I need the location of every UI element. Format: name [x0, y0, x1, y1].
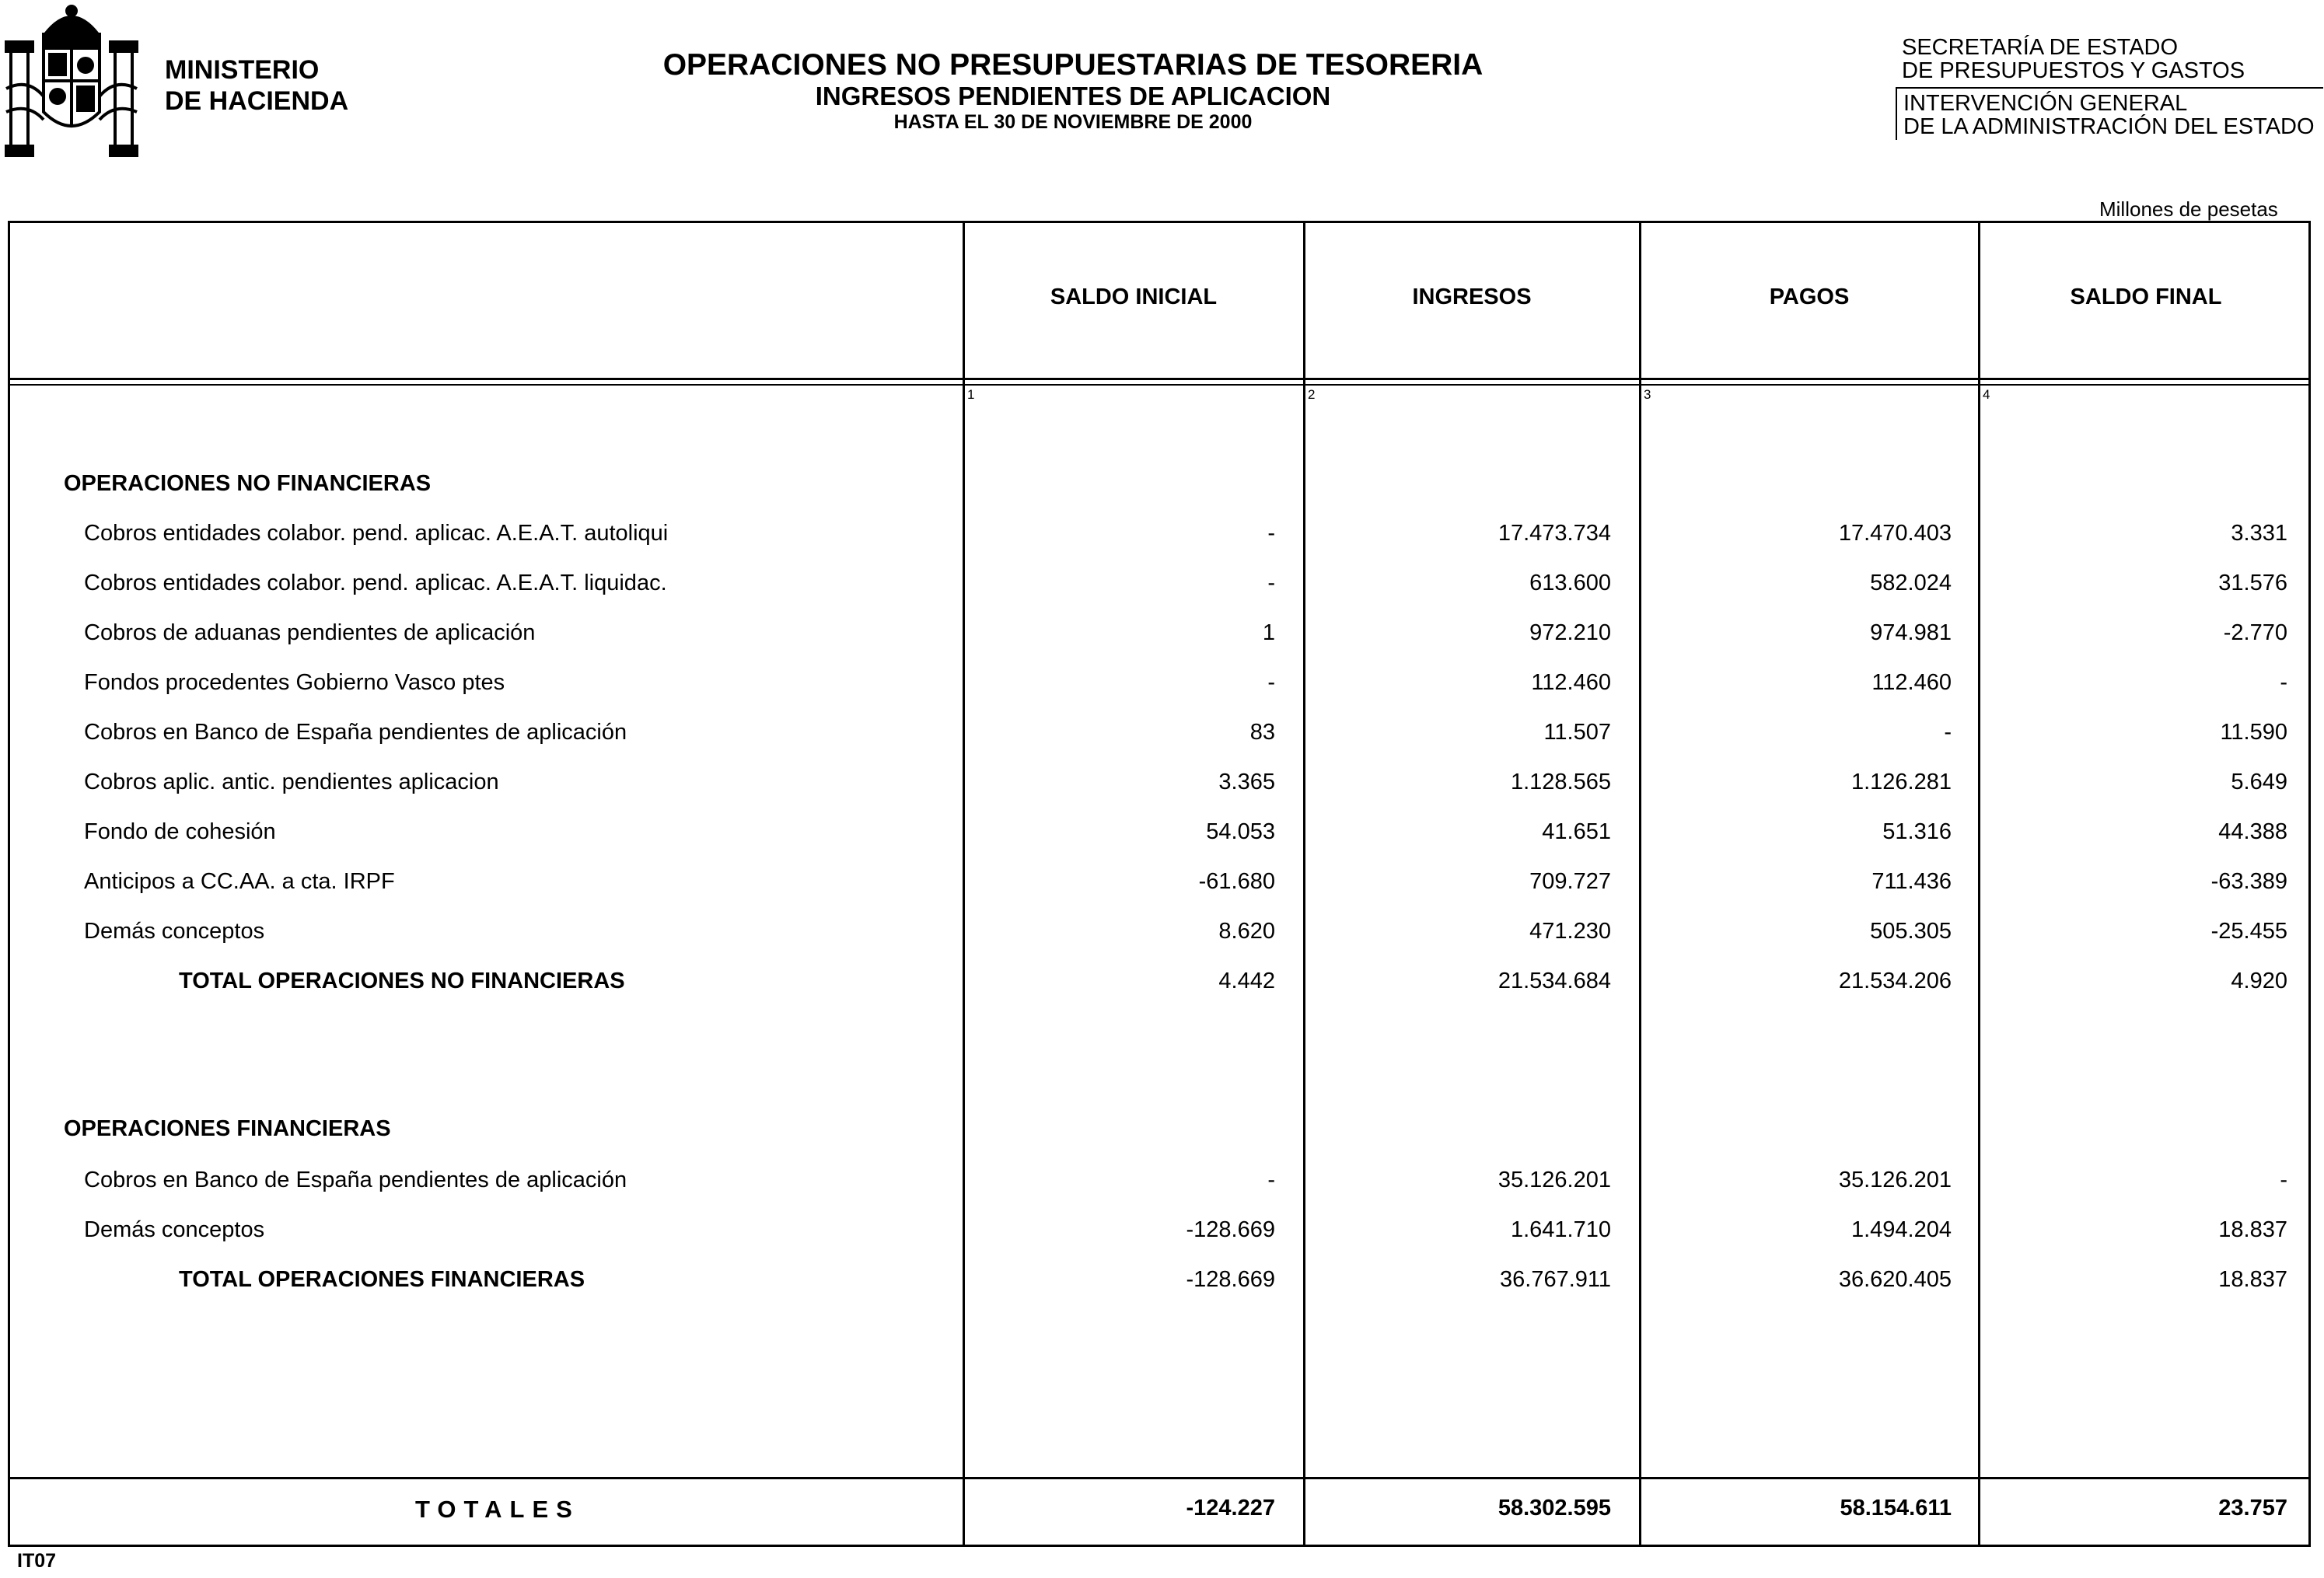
row-label: Cobros en Banco de España pendientes de aplicación	[84, 720, 627, 745]
report-title: OPERACIONES NO PRESUPUESTARIAS DE TESORERIA	[662, 48, 1484, 82]
saldo-final-value: 18.837	[2218, 1267, 2287, 1292]
saldo-final-total: 23.757	[2218, 1496, 2287, 1520]
ingresos-value: 11.507	[1543, 720, 1611, 745]
saldo-inicial-value: -61.680	[1198, 869, 1275, 894]
table-row	[0, 919, 2324, 950]
saldo-inicial-value: 3.365	[1218, 770, 1275, 794]
intervencion-line-2: DE LA ADMINISTRACIÓN DEL ESTADO	[1903, 114, 2315, 139]
pagos-total: 58.154.611	[1840, 1496, 1952, 1520]
table-row	[0, 1168, 2324, 1199]
column-number: 3	[1644, 387, 1651, 402]
ingresos-value: 471.230	[1529, 919, 1611, 944]
intervencion-block	[1896, 87, 2323, 140]
header-rule-secondary	[8, 384, 2311, 386]
ministry-name	[165, 54, 348, 117]
grand-total-row	[0, 1496, 2324, 1527]
saldo-final-value: 3.331	[2231, 521, 2287, 546]
saldo-final-value: 18.837	[2218, 1217, 2287, 1242]
pagos-value: 582.024	[1870, 571, 1952, 595]
totals-rule	[8, 1477, 2311, 1479]
row-label: Cobros en Banco de España pendientes de aplicación	[84, 1168, 627, 1192]
pagos-value: 21.534.206	[1838, 969, 1952, 993]
report-date: HASTA EL 30 DE NOVIEMBRE DE 2000	[893, 111, 1253, 133]
row-label: Anticipos a CC.AA. a cta. IRPF	[84, 869, 395, 894]
saldo-final-value: 31.576	[2218, 571, 2287, 595]
ministry-line-1: MINISTERIO	[165, 55, 320, 85]
row-label: Fondos procedentes Gobierno Vasco ptes	[84, 670, 505, 695]
table-row	[0, 620, 2324, 651]
saldo-inicial-value: 1	[1262, 620, 1275, 645]
row-label: Demás conceptos	[84, 1217, 265, 1242]
row-label: Fondo de cohesión	[84, 819, 276, 844]
ministry-line-2: DE HACIENDA	[165, 86, 349, 116]
pagos-value: -	[1944, 720, 1952, 745]
pagos-value: 17.470.403	[1838, 521, 1952, 546]
section-row-no-financieras	[0, 471, 2324, 502]
ingresos-value: 41.651	[1542, 819, 1611, 844]
units-note: Millones de pesetas	[2099, 197, 2278, 221]
column-number: 1	[967, 387, 975, 402]
subtotal-row-financieras	[0, 1267, 2324, 1298]
ingresos-value: 613.600	[1529, 571, 1611, 595]
row-label: Cobros aplic. antic. pendientes aplicacion	[84, 770, 499, 794]
column-header-pagos: PAGOS	[1769, 285, 1850, 309]
secretaria-line-2: DE PRESUPUESTOS Y GASTOS	[1902, 58, 2245, 83]
pagos-value: 51.316	[1882, 819, 1952, 844]
saldo-final-value: 11.590	[2220, 720, 2287, 745]
saldo-inicial-value: 8.620	[1218, 919, 1275, 944]
table-row	[0, 770, 2324, 801]
ingresos-value: 972.210	[1529, 620, 1611, 645]
column-number: 2	[1308, 387, 1316, 402]
pagos-value: 1.126.281	[1850, 770, 1952, 794]
section-row-financieras	[0, 1116, 2324, 1147]
saldo-final-value: -2.770	[2223, 620, 2287, 645]
column-header-saldo-final: SALDO FINAL	[2070, 285, 2222, 309]
table-row	[0, 720, 2324, 751]
saldo-final-value: -	[2280, 670, 2287, 695]
saldo-inicial-value: -	[1267, 571, 1275, 595]
pagos-value: 112.460	[1871, 670, 1952, 695]
saldo-final-value: 4.920	[2231, 969, 2287, 993]
saldo-inicial-value: -	[1267, 521, 1275, 546]
table-row	[0, 1217, 2324, 1248]
row-label: Cobros entidades colabor. pend. aplicac. A.E.A.T. autoliqui	[84, 521, 669, 546]
saldo-inicial-value: 4.442	[1218, 969, 1275, 993]
ingresos-value: 17.473.734	[1497, 521, 1611, 546]
ingresos-value: 36.767.911	[1500, 1267, 1611, 1292]
table-row	[0, 670, 2324, 701]
report-subtitle: INGRESOS PENDIENTES DE APLICACION	[815, 82, 1331, 110]
saldo-inicial-total: -124.227	[1186, 1496, 1275, 1520]
saldo-inicial-value: -128.669	[1186, 1267, 1275, 1292]
pagos-value: 35.126.201	[1838, 1168, 1952, 1192]
coat-of-arms-logo	[5, 3, 138, 163]
ingresos-value: 21.534.684	[1497, 969, 1611, 993]
pagos-value: 36.620.405	[1838, 1267, 1952, 1292]
saldo-final-value: 44.388	[2218, 819, 2287, 844]
saldo-inicial-value: -	[1267, 670, 1275, 695]
pagos-value: 974.981	[1870, 620, 1952, 645]
table-row	[0, 819, 2324, 850]
pagos-value: 505.305	[1870, 919, 1952, 944]
ingresos-value: 1.128.565	[1510, 770, 1611, 794]
saldo-final-value: 5.649	[2231, 770, 2287, 794]
saldo-inicial-value: -128.669	[1186, 1217, 1275, 1242]
saldo-final-value: -25.455	[2210, 919, 2287, 944]
row-label: Cobros entidades colabor. pend. aplicac. A.E.A.T. liquidac.	[84, 571, 667, 595]
grand-total-label: TOTALES	[415, 1496, 580, 1523]
column-header-ingresos: INGRESOS	[1412, 285, 1532, 309]
saldo-inicial-value: 83	[1249, 720, 1275, 745]
ingresos-value: 1.641.710	[1510, 1217, 1611, 1242]
saldo-inicial-value: -	[1267, 1168, 1275, 1192]
subtotal-row-no-financieras	[0, 969, 2324, 1000]
table-row	[0, 521, 2324, 552]
subtotal-label: TOTAL OPERACIONES FINANCIERAS	[179, 1267, 585, 1292]
table-row	[0, 571, 2324, 602]
header-rule	[8, 378, 2311, 380]
row-label: Cobros de aduanas pendientes de aplicación	[84, 620, 536, 645]
secretaria-line-1: SECRETARÍA DE ESTADO	[1902, 35, 2179, 60]
saldo-final-value: -63.389	[2210, 869, 2287, 894]
report-title-block	[622, 48, 1524, 134]
column-header-saldo-inicial: SALDO INICIAL	[1050, 285, 1218, 309]
intervencion-line-1: INTERVENCIÓN GENERAL	[1903, 91, 2188, 116]
ingresos-total: 58.302.595	[1497, 1496, 1611, 1520]
saldo-final-value: -	[2280, 1168, 2287, 1192]
ingresos-value: 35.126.201	[1497, 1168, 1611, 1192]
column-number: 4	[1983, 387, 1990, 402]
pagos-value: 1.494.204	[1850, 1217, 1952, 1242]
pagos-value: 711.436	[1871, 869, 1952, 894]
section-label: OPERACIONES FINANCIERAS	[64, 1116, 391, 1141]
saldo-inicial-value: 54.053	[1206, 819, 1275, 844]
subtotal-label: TOTAL OPERACIONES NO FINANCIERAS	[179, 969, 625, 993]
section-label: OPERACIONES NO FINANCIERAS	[64, 471, 432, 496]
form-code: IT07	[17, 1550, 57, 1572]
secretaria-block	[1902, 36, 2245, 82]
ingresos-value: 709.727	[1529, 869, 1611, 894]
ingresos-value: 112.460	[1531, 670, 1611, 695]
row-label: Demás conceptos	[84, 919, 265, 944]
table-row	[0, 869, 2324, 900]
